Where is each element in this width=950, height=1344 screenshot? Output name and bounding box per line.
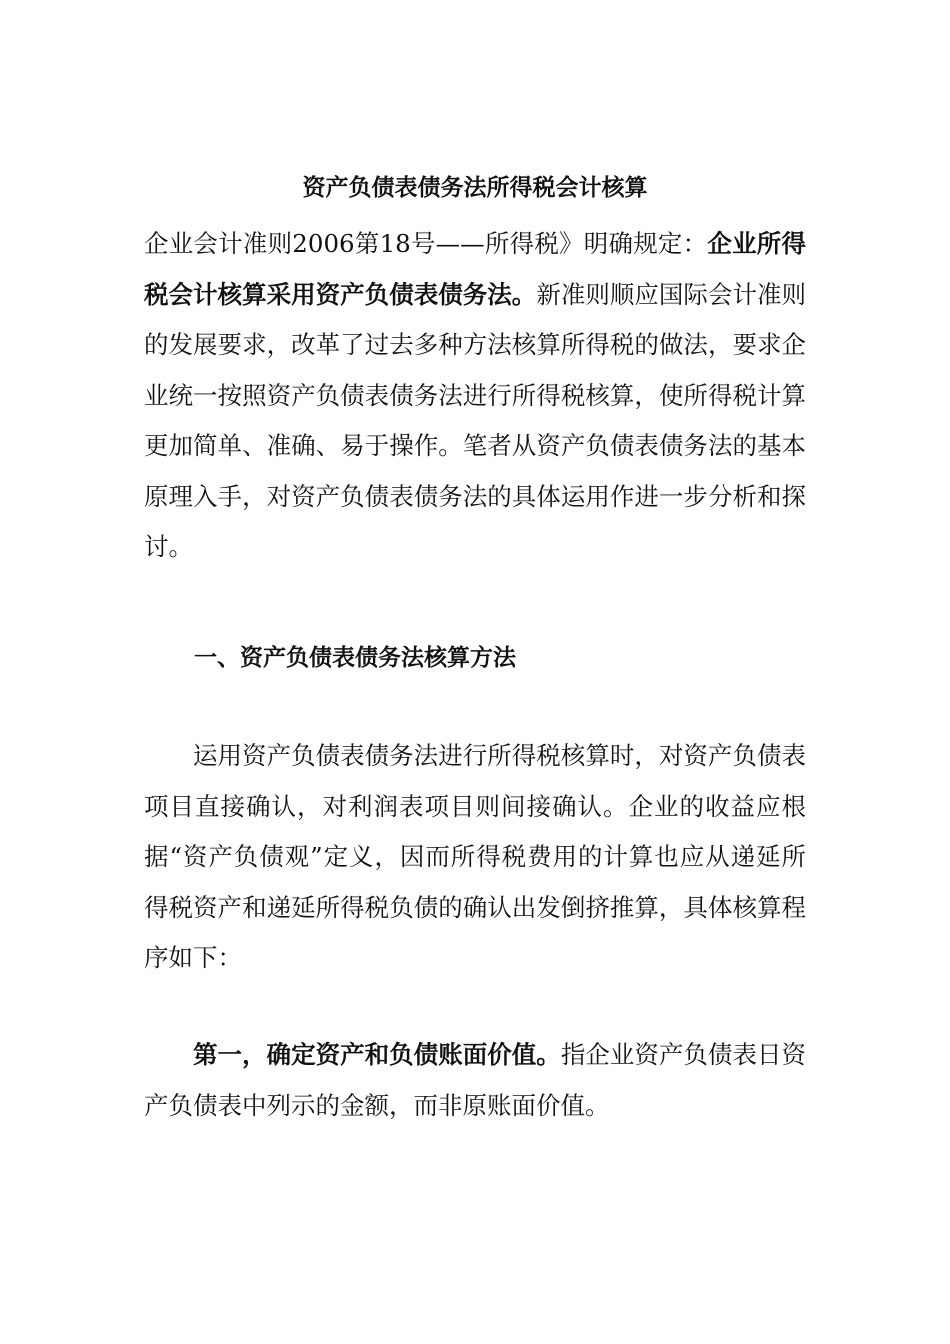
section-paragraph: 运用资产负债表债务法进行所得税核算时，对资产负债表项目直接确认，对利润表项目则间接确认。企业的收益应根据“资产负债观”定义，因而所得税费用的计算也应从递延所得税资产和递延所得税负债的确认出发倒挤推算，具体核算程序如下： — [144, 741, 806, 972]
intro-paragraph — [144, 219, 806, 573]
step-bold-lead: 第一，确定资产和负债账面价值。 — [193, 1040, 561, 1069]
section-heading: 一、资产负债表债务法核算方法 — [194, 644, 516, 671]
step-text: 指企业资产负债表日资产负债表中列示的金额，而非原账面价值。 — [144, 1040, 806, 1120]
intro-bold-statement: 企业所得税会计核算采用资产负债表债务法。 — [144, 229, 807, 309]
document-title: 资产负债表债务法所得税会计核算 — [302, 174, 648, 201]
step-paragraph — [144, 1030, 806, 1131]
intro-text-start: 企业会计准则2006第18号——所得税》明确规定： — [144, 229, 708, 258]
intro-text-end: 新准则顺应国际会计准则的发展要求，改革了过去多种方法核算所得税的做法，要求企业统一按照资产负债表债务法进行所得税核算，使所得税计算更加简单、准确、易于操作。笔者从资产负债表债务法的基本原理入手，对资产负债表债务法的具体运用作进一步分析和探讨。 — [144, 279, 807, 561]
